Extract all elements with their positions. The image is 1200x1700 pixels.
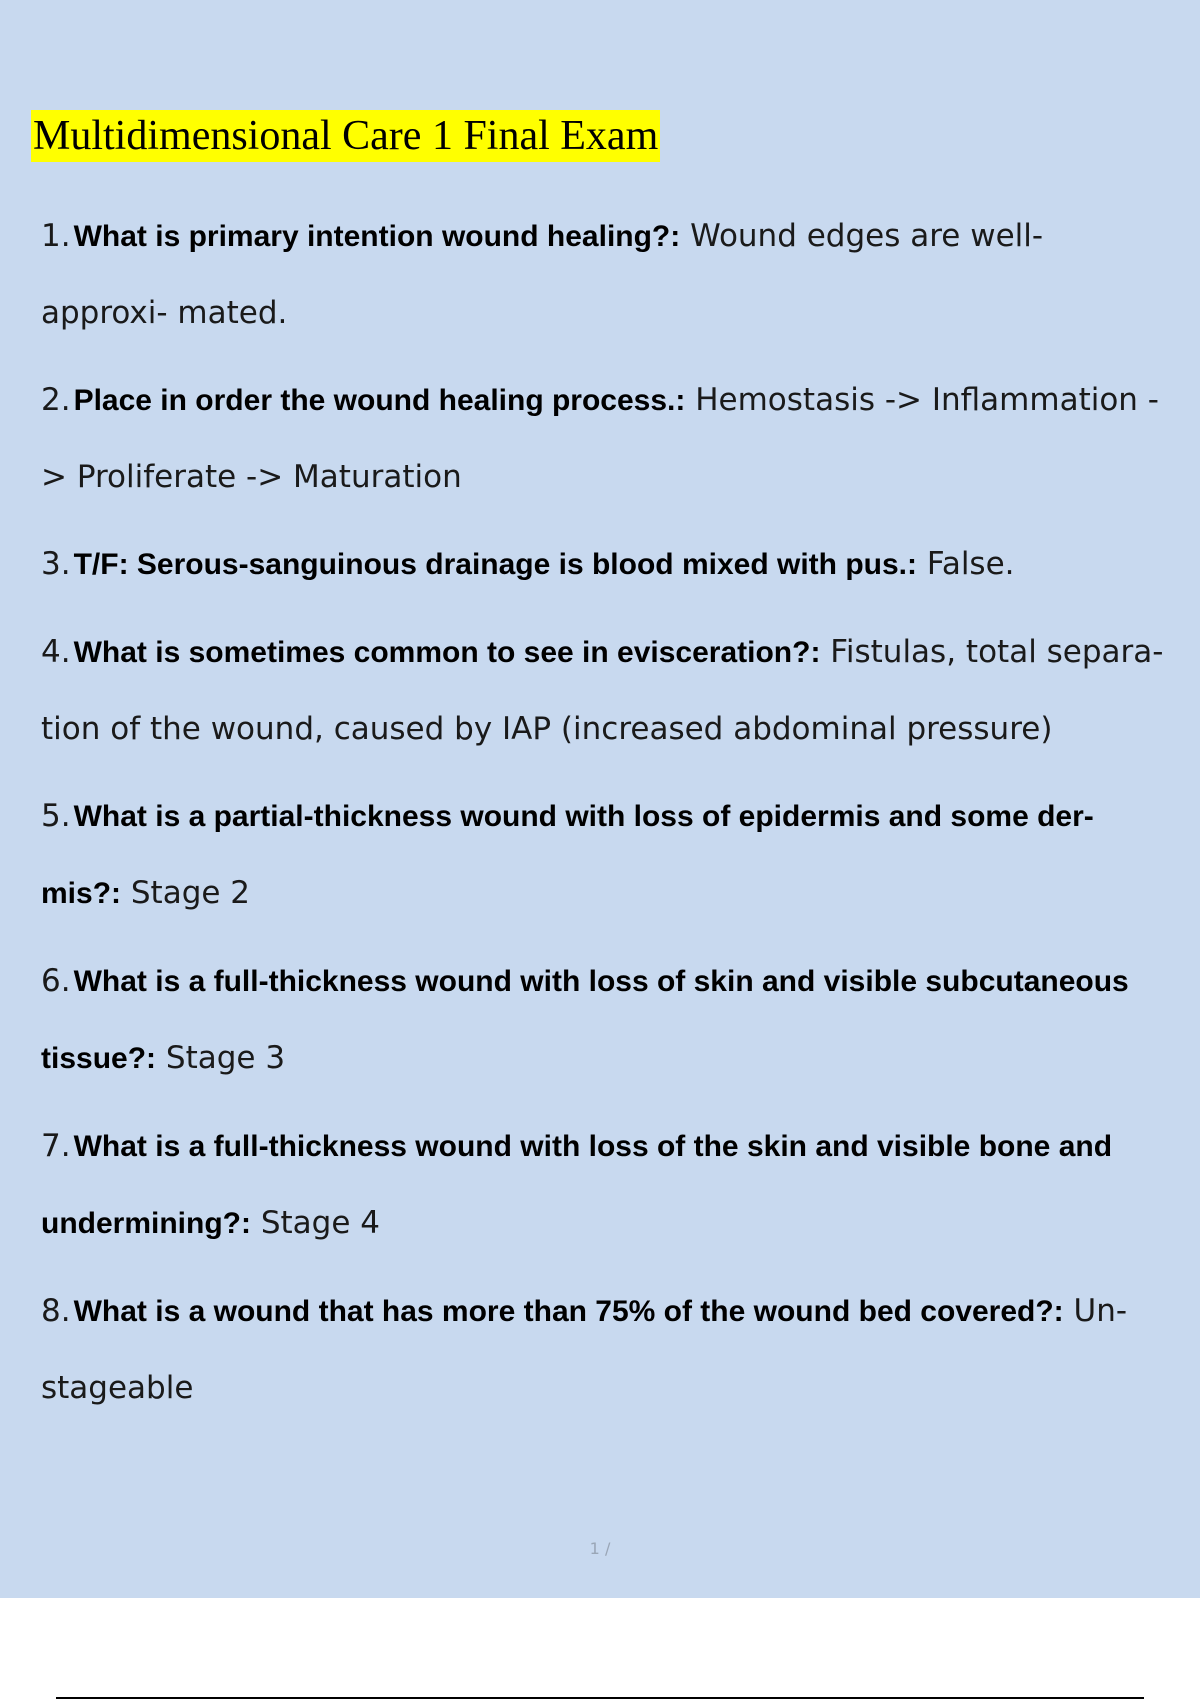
question-text: What is sometimes common to see in evisceration?: (73, 636, 821, 669)
answer-text: Stage 2 (121, 875, 251, 911)
answer-text: Hemostasis -> Inflammation -> Proliferate -> Maturation (41, 382, 1159, 495)
page-number: 1 / (589, 1539, 611, 1558)
qa-item-5 (41, 778, 1166, 932)
qa-item-2 (41, 362, 1166, 515)
qa-item-7 (41, 1108, 1166, 1262)
item-number: 4. (41, 634, 71, 670)
item-number: 5. (41, 798, 71, 834)
answer-text: Stage 4 (250, 1205, 380, 1241)
qa-item-6 (41, 943, 1166, 1097)
qa-item-8 (41, 1273, 1166, 1426)
qa-item-4 (41, 614, 1166, 767)
next-page-header-rule (56, 1697, 1144, 1699)
item-number: 6. (41, 963, 71, 999)
qa-list (41, 198, 1166, 1437)
question-text: What is a partial-thickness wound with loss of epidermis and some der- mis?: (41, 800, 1094, 910)
question-text: What is primary intention wound healing?: (73, 220, 681, 253)
item-number: 3. (41, 546, 71, 582)
answer-text: Stage 3 (156, 1040, 286, 1076)
question-text: T/F: Serous-sanguinous drainage is blood mixed with pus.: (73, 548, 917, 581)
item-number: 1. (41, 218, 71, 254)
answer-text: Wound edges are well- approxi- mated. (41, 218, 1044, 331)
item-number: 2. (41, 382, 71, 418)
item-number: 7. (41, 1128, 71, 1164)
qa-item-3 (41, 526, 1166, 603)
question-text: What is a wound that has more than 75% of the wound bed covered?: (73, 1295, 1064, 1328)
answer-text: Fistulas, total separa- tion of the wound, caused by IAP (increased abdominal pressure) (41, 634, 1164, 747)
answer-text: False. (916, 546, 1015, 582)
answer-text: Un- stageable (41, 1293, 1128, 1406)
question-text: Place in order the wound healing process.: (73, 384, 686, 417)
question-text: What is a full-thickness wound with loss of the skin and visible bone and undermining?: (41, 1130, 1113, 1240)
question-text: What is a full-thickness wound with loss of skin and visible subcutaneous tissue?: (41, 965, 1129, 1075)
qa-item-1 (41, 198, 1166, 351)
item-number: 8. (41, 1293, 71, 1329)
document-title: Multidimensional Care 1 Final Exam (31, 110, 660, 162)
